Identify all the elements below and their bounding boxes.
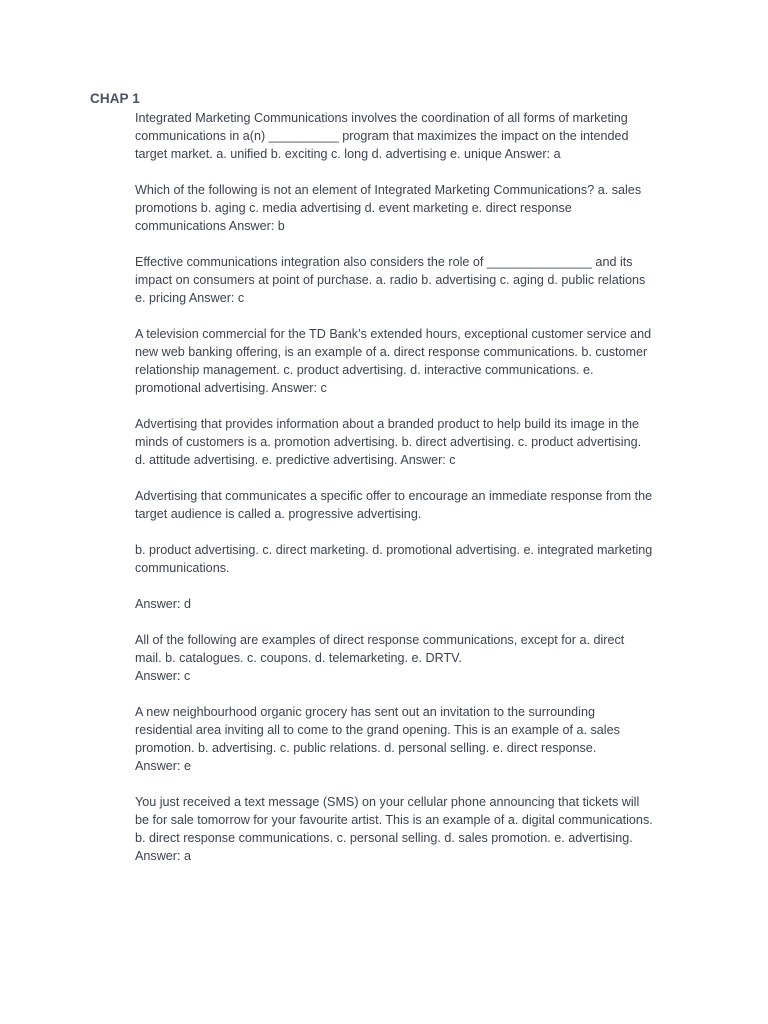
question-block-8: A new neighbourhood organic grocery has sent out an invitation to the surrounding residential area inviting all to come to the grand opening. This is an example of a. sales promotion. b. advertising. c. public relations. d. personal selling. e. direct response. Answer: e (135, 705, 620, 773)
question-block-4: A television commercial for the TD Bank’s extended hours, exceptional customer service and new web banking offering, is an example of a. direct response communications. b. customer relationship management. c. product advertising. d. interactive communications. e. promotional advertising. Answer: c (135, 327, 652, 395)
question-list (135, 109, 683, 883)
question-block-5: Advertising that provides information about a branded product to help build its image in the minds of customers is a. promotion advertising. b. direct advertising. c. product advertising. d. attitude advertising. e. predictive advertising. Answer: c (135, 417, 642, 467)
question-block-6: Advertising that communicates a specific offer to encourage an immediate response from the target audience is called a. progressive advertising. (135, 489, 653, 521)
question-block-2: Which of the following is not an element of Integrated Marketing Communications? a. sales promotions b. aging c. media advertising d. event marketing e. direct response communications Answer: b (135, 183, 642, 233)
question-block-7: All of the following are examples of direct response communications, except for a. direct mail. b. catalogues. c. coupons. d. telemarketing. e. DRTV. Answer: c (135, 633, 625, 683)
chapter-heading: CHAP 1 (90, 91, 140, 106)
question-block-9: You just received a text message (SMS) on your cellular phone announcing that tickets will be for sale tomorrow for your favourite artist. This is an example of a. digital communications. b. direct response communications. c. personal selling. d. sales promotion. e. advertising. Answer: a (135, 795, 653, 863)
question-block-6-options: b. product advertising. c. direct marketing. d. promotional advertising. e. integrated marketing communications. (135, 543, 653, 575)
question-block-1: Integrated Marketing Communications involves the coordination of all forms of marketing communications in a(n) __________ program that maximizes the impact on the intended target market. a. unified b. exciting c. long d. advertising e. unique Answer: a (135, 111, 629, 161)
question-block-3: Effective communications integration also considers the role of _______________ and its impact on consumers at point of purchase. a. radio b. advertising c. aging d. public relations e. pricing Answer: c (135, 255, 646, 305)
question-block-6-answer: Answer: d (135, 597, 191, 611)
